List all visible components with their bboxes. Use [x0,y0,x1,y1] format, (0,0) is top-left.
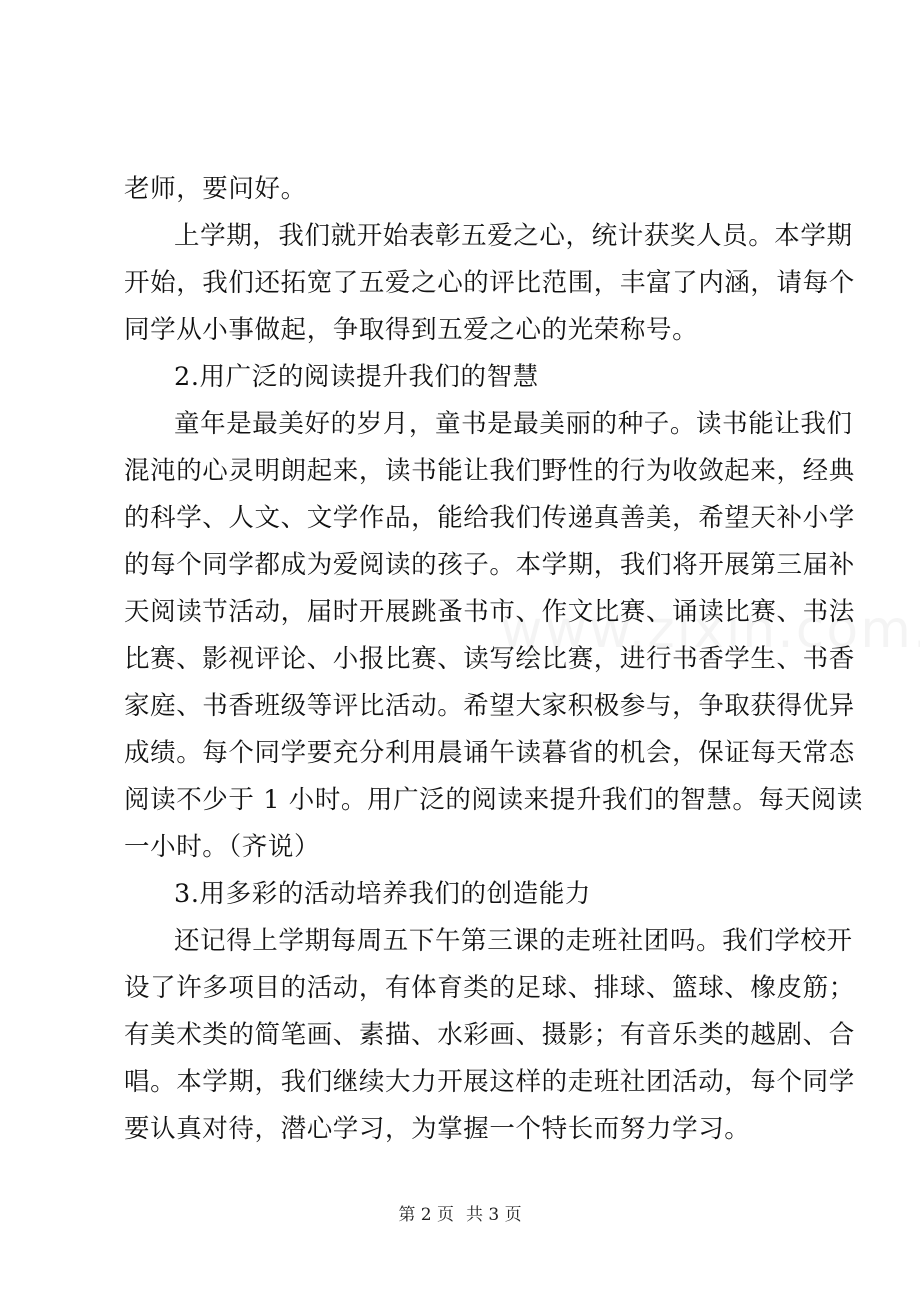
paragraph-line: 老师，要问好。 [124,174,307,204]
paragraph-line: 同学从小事做起，争取得到五爱之心的光荣称号。 [124,315,699,345]
paragraph-line: 开始，我们还拓宽了五爱之心的评比范围，丰富了内涵，请每个 [124,268,855,298]
page-total: 共 3 页 [466,1205,522,1225]
paragraph-line: 的每个同学都成为爱阅读的孩子。本学期，我们将开展第三届补 [124,550,855,580]
paragraph-line: 的科学、人文、文学作品，能给我们传递真善美，希望天补小学 [124,503,855,533]
section-heading: 2.用广泛的阅读提升我们的智慧 [174,362,539,392]
paragraph-line: 设了许多项目的活动，有体育类的足球、排球、篮球、橡皮筋； [124,973,855,1003]
paragraph-line: 比赛、影视评论、小报比赛、读写绘比赛，进行书香学生、书香 [124,644,855,674]
paragraph-line: 上学期，我们就开始表彰五爱之心，统计获奖人员。本学期 [174,221,853,251]
section-heading: 3.用多彩的活动培养我们的创造能力 [174,879,592,909]
paragraph-line: 阅读不少于 1 小时。用广泛的阅读来提升我们的智慧。每天阅读 [124,785,863,815]
paragraph-line: 天阅读节活动，届时开展跳蚤书市、作文比赛、诵读比赛、书法 [124,597,855,627]
paragraph-line: 有美术类的简笔画、素描、水彩画、摄影；有音乐类的越剧、合 [124,1020,855,1050]
page-footer [0,1200,920,1225]
document-body [124,166,863,1153]
paragraph-line: 成绩。每个同学要充分利用晨诵午读暮省的机会，保证每天常态 [124,738,855,768]
paragraph-line: 家庭、书香班级等评比活动。希望大家积极参与，争取获得优异 [124,691,855,721]
paragraph-line: 唱。本学期，我们继续大力开展这样的走班社团活动，每个同学 [124,1067,855,1097]
page-number: 第 2 页 [398,1205,454,1225]
paragraph-line: 一小时。（齐说） [124,832,321,862]
paragraph-line: 混沌的心灵明朗起来，读书能让我们野性的行为收敛起来，经典 [124,456,855,486]
paragraph-line: 要认真对待，潜心学习，为掌握一个特长而努力学习。 [124,1114,751,1144]
paragraph-line: 童年是最美好的岁月，童书是最美丽的种子。读书能让我们 [174,409,853,439]
paragraph-line: 还记得上学期每周五下午第三课的走班社团吗。我们学校开 [174,926,853,956]
